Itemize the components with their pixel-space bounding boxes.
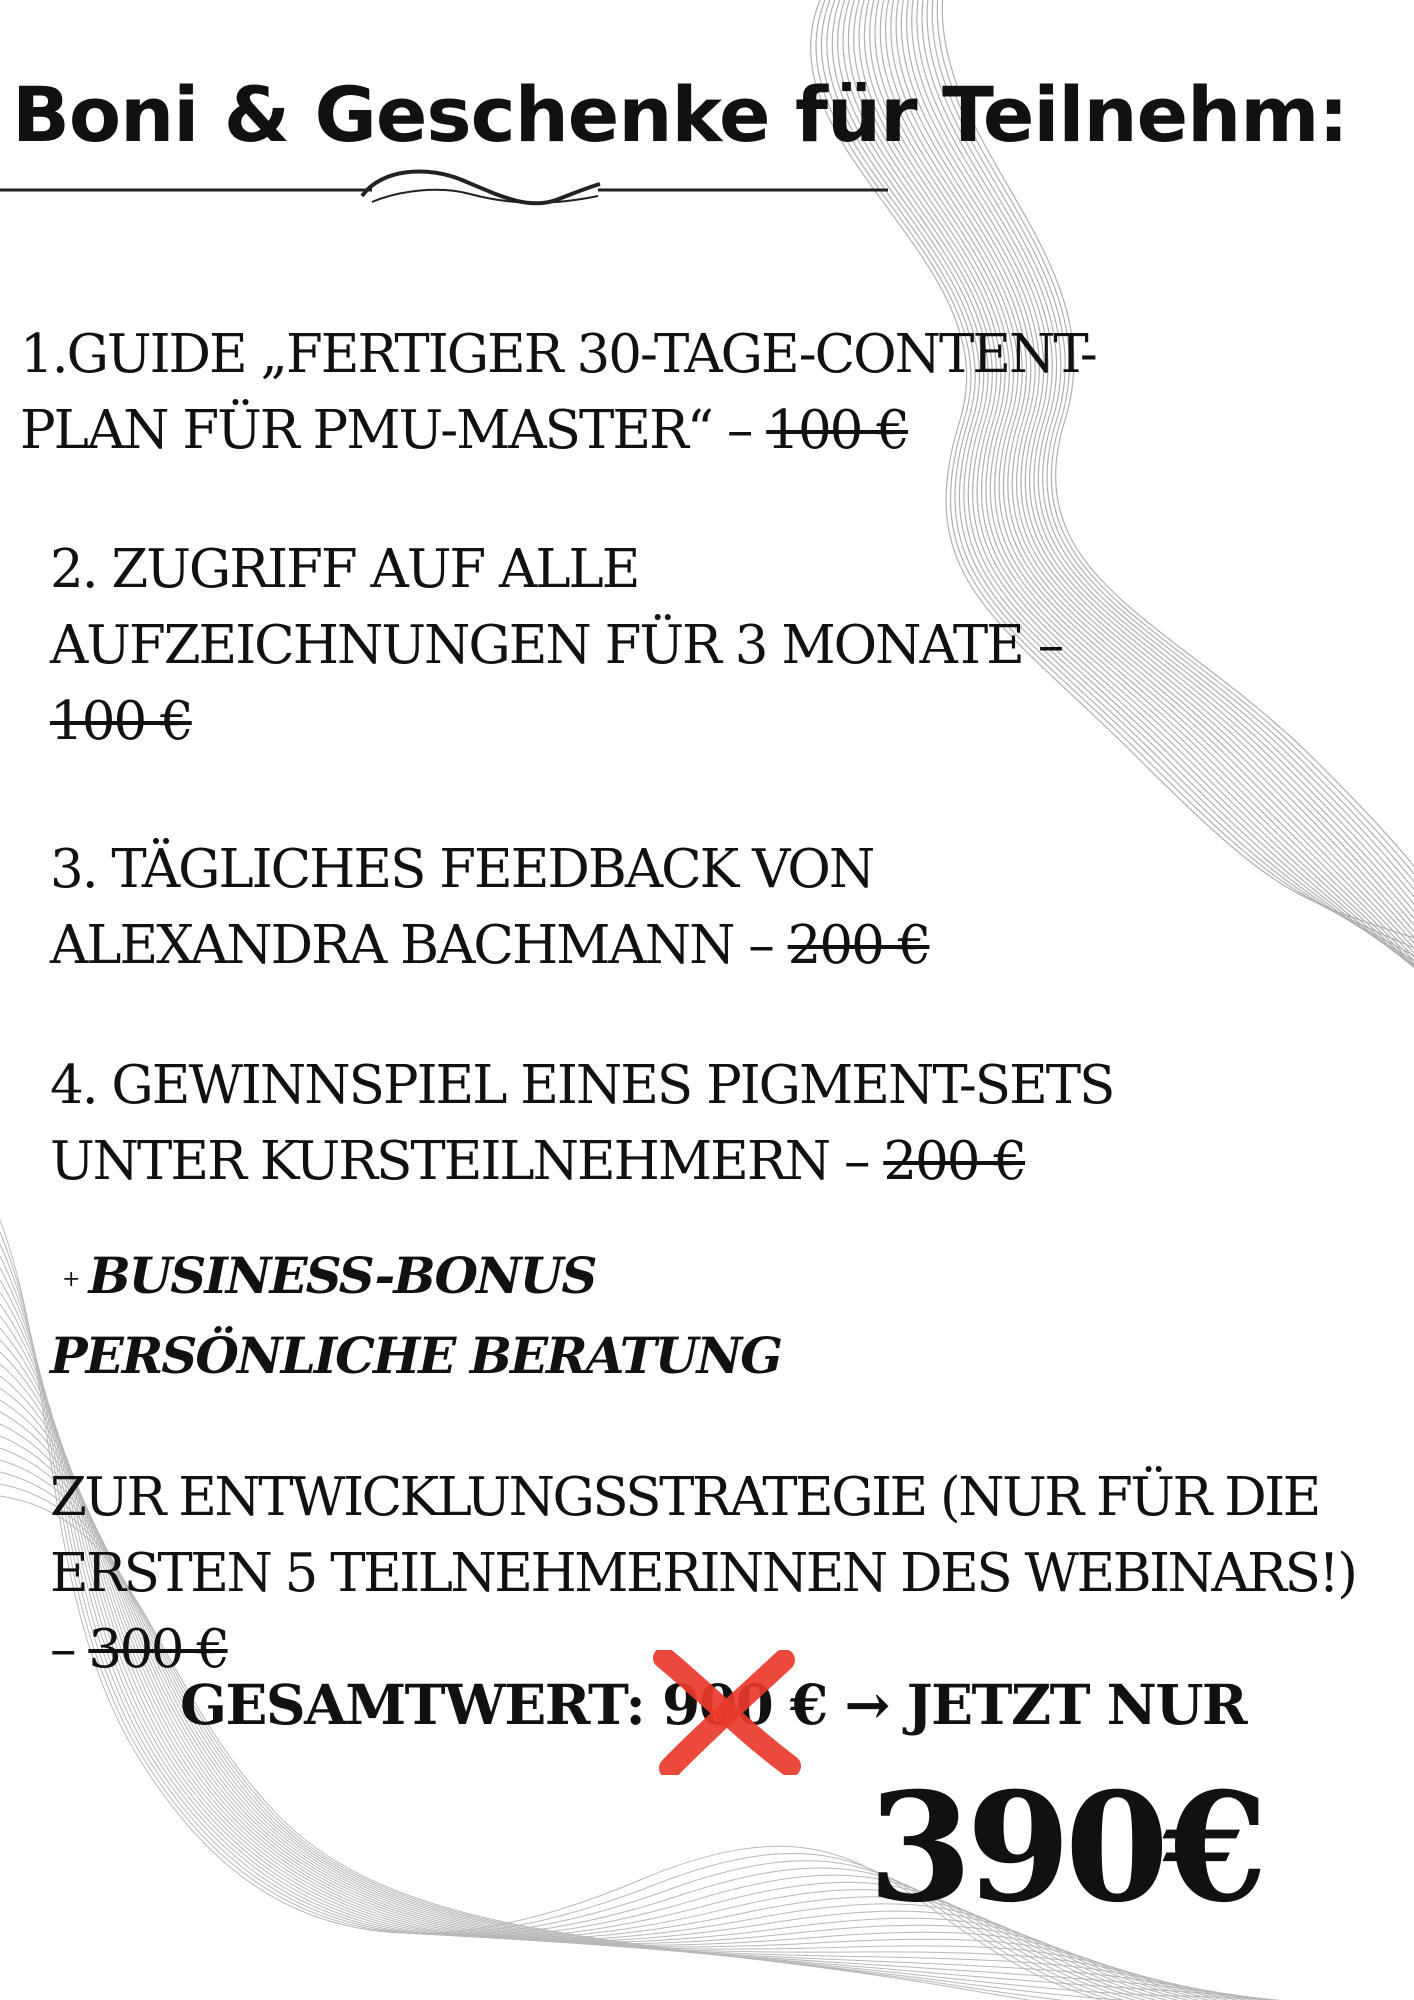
bonus-item-4-line2 <box>50 1124 1113 1200</box>
bonus-item-3-text: ALEXANDRA BACHMANN – <box>50 915 788 976</box>
bonus-item-3-line1: 3. TÄGLICHES FEEDBACK VON <box>50 839 874 900</box>
total-label: GESAMTWERT: <box>180 1672 662 1737</box>
business-bonus-heading <box>50 1238 781 1394</box>
bonus-item-2-line3 <box>50 684 1062 760</box>
total-arrow-text: → JETZT NUR <box>826 1672 1247 1737</box>
business-bonus-line1 <box>50 1238 781 1318</box>
bonus-item-2-line2: AUFZEICHNUNGEN FÜR 3 MONATE – <box>50 615 1063 676</box>
plus-sign: + <box>62 1267 79 1292</box>
bonus-item-2-price: 100 € <box>50 691 192 752</box>
bonus-item-4-price: 200 € <box>883 1131 1026 1192</box>
bonus-item-2-line1: 2. ZUGRIFF AUF ALLE <box>50 539 639 600</box>
red-cross-icon <box>652 1650 802 1775</box>
bonus-item-1-line2 <box>20 393 1096 469</box>
bonus-desc-line2: ERSTEN 5 TEILNEHMERINNEN DES WEBINARS!) <box>50 1543 1356 1604</box>
bonus-item-3-price: 200 € <box>787 915 930 976</box>
bonus-item-3 <box>50 832 929 984</box>
bonus-item-3-line2 <box>50 908 929 984</box>
bonus-item-1 <box>20 317 1096 469</box>
bonus-item-4-line1: 4. GEWINNSPIEL EINES PIGMENT-SETS <box>50 1055 1114 1116</box>
business-bonus-subtitle: PERSÖNLICHE BERATUNG <box>50 1326 781 1385</box>
bonus-desc-line1: ZUR ENTWICKLUNGSSTRATEGIE (NUR FÜR DIE <box>50 1467 1319 1528</box>
old-total-value: 900 € <box>661 1672 827 1737</box>
ornamental-divider <box>0 160 890 220</box>
final-price: 390€ <box>868 1760 1262 1936</box>
bonus-item-2 <box>50 532 1062 760</box>
bonus-desc-price: 300 € <box>88 1619 228 1680</box>
old-total-wrapper <box>662 1672 827 1737</box>
business-bonus-title: BUSINESS-BONUS <box>88 1246 596 1305</box>
bonus-item-1-text: PLAN FÜR PMU-MASTER“ – <box>20 400 767 461</box>
bonus-item-4-text: UNTER KURSTEILNEHMERN – <box>50 1131 884 1192</box>
page-title: Boni & Geschenke für Teilnehm: <box>12 70 1348 159</box>
bonus-desc-dash: – <box>50 1619 89 1680</box>
bonus-item-1-line1: 1.GUIDE „FERTIGER 30-TAGE-CONTENT- <box>20 324 1096 385</box>
total-value-line <box>180 1672 1246 1737</box>
bonus-item-4 <box>50 1048 1113 1200</box>
bonus-item-1-price: 100 € <box>766 400 908 461</box>
